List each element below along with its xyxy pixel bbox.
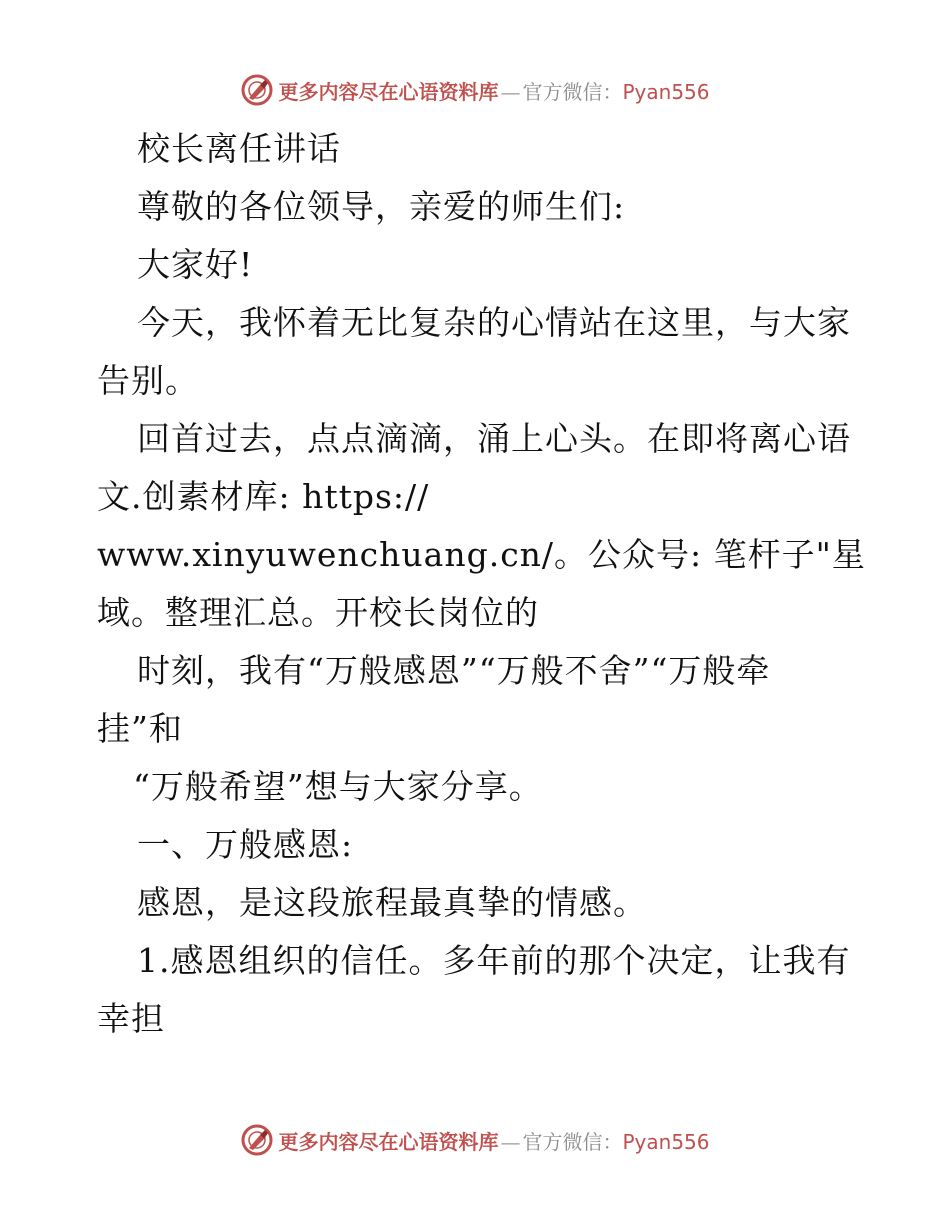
banner-contact-label: 官方微信： — [522, 1129, 623, 1154]
paragraph-line: 文.创素材库: https:// — [97, 477, 430, 516]
salutation: 尊敬的各位领导，亲爱的师生们: — [137, 187, 626, 226]
pen-nib-logo-icon — [240, 1123, 274, 1157]
document-body — [97, 120, 866, 1048]
paragraph-line: “万般希望”想与大家分享。 — [133, 767, 543, 806]
banner-text — [278, 1126, 709, 1155]
header-banner — [0, 70, 950, 110]
banner-main-text: 更多内容尽在心语资料库 — [278, 1129, 499, 1154]
paragraph-line: 1.感恩组织的信任。多年前的那个决定，让我有 — [137, 941, 851, 980]
banner-main-text: 更多内容尽在心语资料库 — [278, 79, 499, 104]
banner-wechat-id: Pyan556 — [622, 79, 710, 104]
section-heading: 一、万般感恩: — [137, 825, 354, 864]
banner-separator: — — [500, 79, 521, 104]
paragraph-line: 告别。 — [97, 361, 199, 400]
banner-separator: — — [500, 1129, 521, 1154]
footer-banner — [0, 1120, 950, 1160]
paragraph-line: 回首过去，点点滴滴，涌上心头。在即将离心语 — [137, 419, 851, 458]
pen-nib-logo-icon — [240, 73, 274, 107]
banner-wechat-id: Pyan556 — [622, 1129, 710, 1154]
paragraph-line: 时刻，我有“万般感恩”“万般不舍”“万般牵 — [137, 651, 771, 690]
paragraph-line: 域。整理汇总。开校长岗位的 — [97, 593, 539, 632]
paragraph-line: www.xinyuwenchuang.cn/。公众号: 笔杆子"星 — [97, 535, 866, 574]
banner-contact-label: 官方微信： — [522, 79, 623, 104]
paragraph-line: 幸担 — [97, 999, 165, 1038]
paragraph-line: 感恩，是这段旅程最真挚的情感。 — [137, 883, 647, 922]
document-title: 校长离任讲话 — [137, 129, 341, 168]
paragraph-line: 挂”和 — [97, 709, 183, 748]
paragraph-line: 今天，我怀着无比复杂的心情站在这里，与大家 — [137, 303, 851, 342]
banner-text — [278, 76, 709, 105]
greeting: 大家好! — [137, 245, 254, 284]
